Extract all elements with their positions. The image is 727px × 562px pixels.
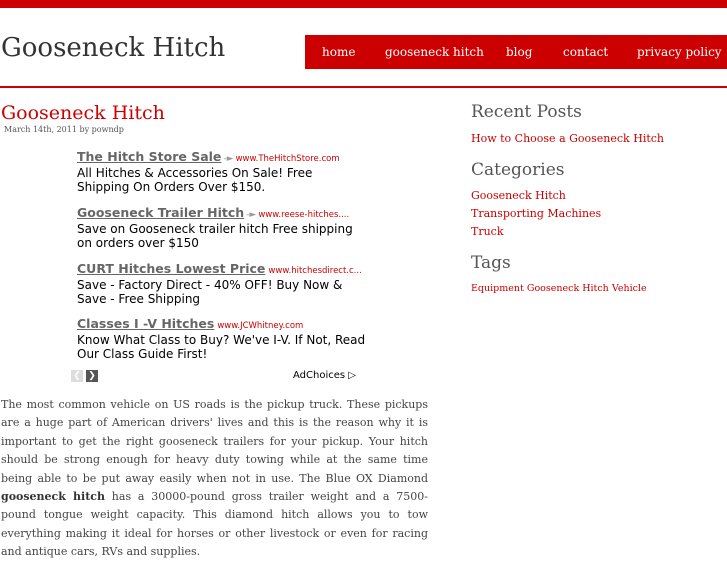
- chevron-right-icon[interactable]: ❯: [86, 370, 98, 382]
- nav-privacy-policy[interactable]: privacy policy: [637, 45, 722, 59]
- post-body-text: The most common vehicle on US roads is the pickup truck. These pickups are a huge part of American drivers' lives and this is the reason why it is important to get the right gooseneck trailers for your pickup. Your hitch should be strong enough for heavy duty towing while at the same time being able to be put away easily when not in use. The Blue OX Diamond: [1, 398, 428, 485]
- ad-pager: [71, 370, 98, 382]
- categories-heading: Categories: [471, 160, 565, 180]
- ad-unit[interactable]: [77, 205, 367, 250]
- tags-heading: Tags: [471, 253, 511, 273]
- tag-link[interactable]: Gooseneck Hitch: [526, 283, 609, 294]
- main-nav: [305, 35, 727, 69]
- nav-gooseneck-hitch[interactable]: gooseneck hitch: [385, 45, 484, 59]
- ad-url[interactable]: www.TheHitchStore.com: [235, 154, 340, 164]
- ad-title[interactable]: The Hitch Store Sale: [77, 149, 222, 164]
- tag-cloud: [471, 283, 647, 294]
- top-accent-bar: [0, 0, 727, 8]
- post-meta: March 14th, 2011 by powndp: [4, 125, 124, 134]
- ad-unit[interactable]: [77, 316, 367, 361]
- header-divider: [0, 86, 727, 88]
- recent-posts-heading: Recent Posts: [471, 102, 582, 122]
- ad-title[interactable]: Gooseneck Trailer Hitch: [77, 205, 245, 220]
- category-link[interactable]: Transporting Machines: [471, 207, 602, 220]
- ad-text: Save - Factory Direct - 40% OFF! Buy Now & Save - Free Shipping: [77, 278, 343, 306]
- nav-contact[interactable]: contact: [563, 45, 609, 59]
- post-title[interactable]: Gooseneck Hitch: [1, 102, 165, 124]
- ad-title[interactable]: Classes I -V Hitches: [77, 316, 215, 331]
- tag-link[interactable]: Equipment: [471, 283, 524, 294]
- post-body-bold: gooseneck hitch: [1, 490, 105, 504]
- post-body: [1, 396, 428, 562]
- arrow-icon: -►: [246, 210, 257, 220]
- ad-unit[interactable]: [77, 149, 367, 194]
- category-link[interactable]: Gooseneck Hitch: [471, 189, 566, 202]
- ad-text: All Hitches & Accessories On Sale! Free Shipping On Orders Over $150.: [77, 166, 313, 194]
- ad-text: Save on Gooseneck trailer hitch Free shipping on orders over $150: [77, 222, 353, 250]
- tag-link[interactable]: Vehicle: [611, 283, 647, 294]
- recent-post-link[interactable]: How to Choose a Gooseneck Hitch: [471, 132, 664, 145]
- ad-url[interactable]: www.JCWhitney.com: [217, 321, 304, 331]
- ad-url[interactable]: www.reese-hitches....: [258, 210, 350, 220]
- adchoices-link[interactable]: [293, 370, 356, 381]
- ad-title[interactable]: CURT Hitches Lowest Price: [77, 261, 266, 276]
- post-body-text: has a 30000-pound gross trailer weight and a 7500-pound tongue weight capacity. This diamond hitch allows you to tow everything making it ideal for horses or other livestock or even for racing and antique cars, RVs and supplies.: [1, 490, 428, 559]
- adchoices-label: AdChoices: [293, 370, 346, 381]
- arrow-icon: -►: [223, 154, 234, 164]
- ad-unit[interactable]: [77, 261, 367, 306]
- ad-text: Know What Class to Buy? We've I-V. If Not, Read Our Class Guide First!: [77, 333, 366, 361]
- nav-blog[interactable]: blog: [506, 45, 533, 59]
- nav-home[interactable]: home: [322, 45, 356, 59]
- site-title[interactable]: Gooseneck Hitch: [1, 33, 226, 63]
- adchoices-icon: ▷: [348, 370, 356, 381]
- chevron-left-icon[interactable]: ❮: [71, 370, 83, 382]
- category-link[interactable]: Truck: [471, 225, 504, 238]
- ad-url[interactable]: www.hitchesdirect.c...: [268, 266, 362, 276]
